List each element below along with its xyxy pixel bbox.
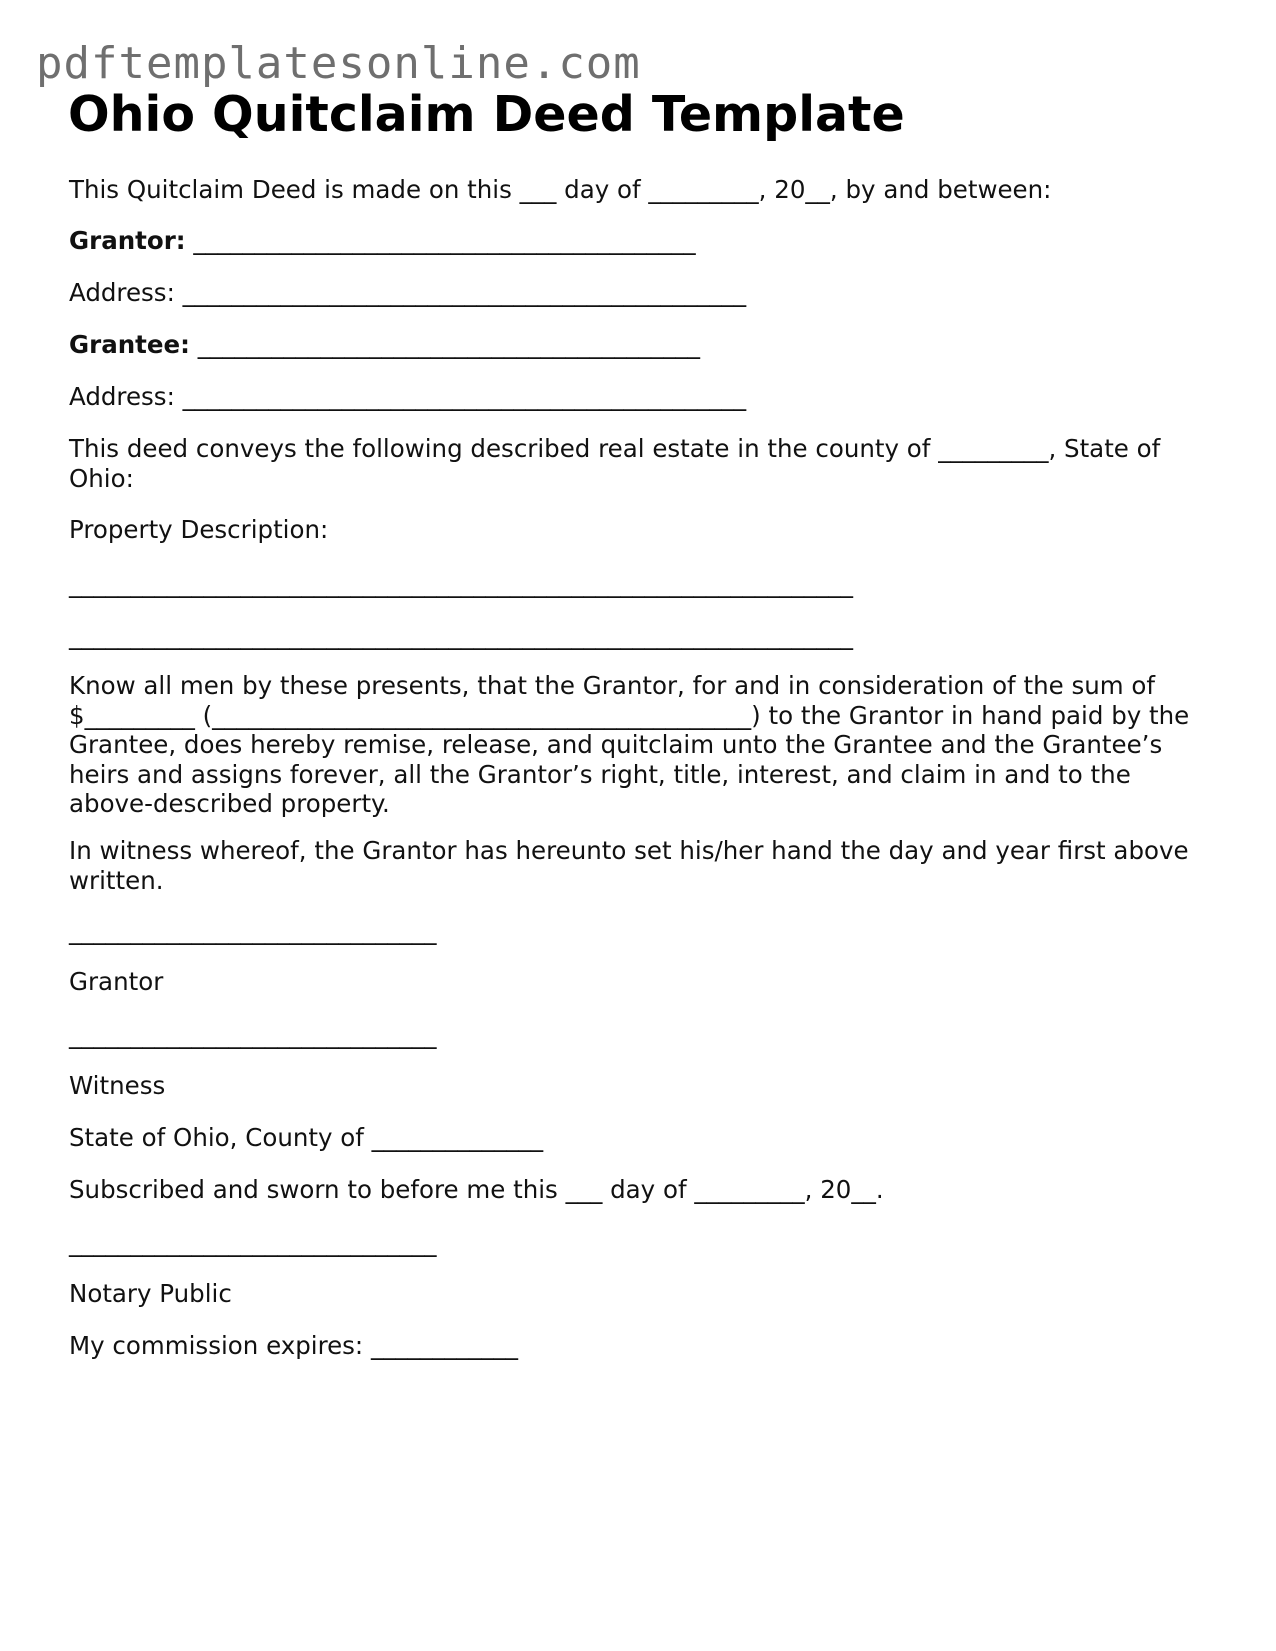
property-description-line: ________________________________________________________________: [69, 621, 853, 650]
witness-signature-label: Witness: [69, 1071, 166, 1100]
property-description-line: ________________________________________________________________: [69, 569, 853, 598]
property-description-label: Property Description:: [69, 515, 329, 544]
commission-expires-line: My commission expires: ____________: [69, 1331, 518, 1360]
state-county-line: State of Ohio, County of ______________: [69, 1123, 544, 1152]
notary-signature-line: ______________________________: [69, 1228, 437, 1257]
watermark: pdftemplatesonline.com: [36, 38, 641, 89]
witness-clause: In witness whereof, the Grantor has hereunto set his/her hand the day and year first above written.: [69, 836, 1197, 895]
grantor-label: Grantor:: [69, 226, 186, 255]
document-title: Ohio Quitclaim Deed Template: [68, 86, 905, 143]
notary-label: Notary Public: [69, 1279, 232, 1308]
grantor-address-field: Address: ______________________________________________: [69, 278, 747, 307]
intro-line: This Quitclaim Deed is made on this ___ day of _________, 20__, by and between:: [69, 175, 1052, 204]
grantee-label: Grantee:: [69, 330, 190, 359]
witness-signature-line: ______________________________: [69, 1020, 437, 1049]
grantor-field: [69, 226, 696, 255]
grantor-signature-line: ______________________________: [69, 916, 437, 945]
conveys-paragraph: This deed conveys the following described real estate in the county of _________, State of Ohio:: [69, 434, 1169, 493]
grantee-field: [69, 330, 700, 359]
grantee-blank: _________________________________________: [189, 330, 700, 359]
subscribed-line: Subscribed and sworn to before me this ___ day of _________, 20__.: [69, 1175, 884, 1204]
consideration-paragraph: Know all men by these presents, that the Grantor, for and in consideration of the sum of $_________ (____________________________________________) to the Grantor in hand paid by the Grantee, does hereby remise, release, and quitclaim unto the Grantee and the Grantee’s heirs and assigns forever, all the Grantor’s right, title, interest, and claim in and to the above-described property.: [69, 671, 1198, 818]
grantee-address-field: Address: ______________________________________________: [69, 382, 747, 411]
grantor-blank: _________________________________________: [185, 226, 696, 255]
grantor-signature-label: Grantor: [69, 967, 164, 996]
